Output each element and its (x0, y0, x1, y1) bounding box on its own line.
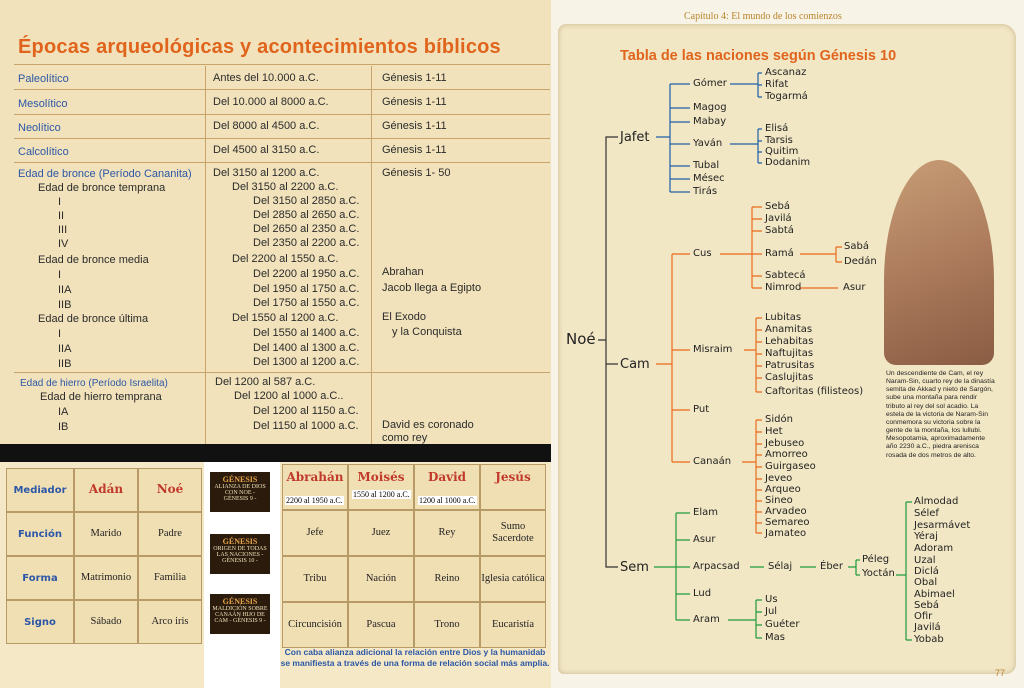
cell: Nación (348, 556, 414, 602)
node: Jeveo (765, 473, 793, 484)
era-ref: Génesis 1-11 (382, 144, 447, 156)
node: Tarsis (765, 135, 793, 146)
era-date: Del 2350 al 2200 a.C. (253, 237, 360, 249)
event: Abrahan (382, 266, 424, 278)
node: Mésec (693, 173, 725, 184)
node: Elisá (765, 123, 789, 134)
era-date: Antes del 10.000 a.C. (213, 72, 319, 84)
node: Obal (914, 577, 938, 588)
node: Aram (693, 614, 720, 625)
node: Abimael (914, 589, 955, 600)
node: Arpacsad (693, 561, 740, 572)
person-jesus: Jesús (480, 464, 546, 510)
cell: Sábado (74, 600, 138, 644)
cell: Tribu (282, 556, 348, 602)
node: Uzal (914, 555, 936, 566)
node: Guéter (765, 619, 800, 630)
era-date: Del 1200 al 1000 a.C.. (234, 390, 344, 402)
era-date: Del 3150 al 2200 a.C. (232, 181, 339, 193)
node: Éber (820, 561, 843, 572)
era-date: Del 3150 al 2850 a.C. (253, 195, 360, 207)
node: Dedán (844, 256, 877, 267)
node: Yoctán (862, 568, 895, 579)
node: Amorreo (765, 449, 808, 460)
era-ref: Génesis 1-11 (382, 72, 447, 84)
node: Ramá (765, 248, 794, 259)
event: y la Conquista (392, 326, 462, 338)
era-date: Del 1200 al 587 a.C. (215, 376, 316, 388)
tree-title: Tabla de las naciones según Génesis 10 (620, 48, 897, 64)
node: Het (765, 426, 783, 437)
person-moises: Moisés (348, 464, 414, 510)
cell: Pascua (348, 602, 414, 648)
era-name: IB (58, 421, 69, 433)
node: Semareo (765, 517, 810, 528)
node: Sélaj (768, 561, 793, 572)
node: Rifat (765, 79, 789, 90)
stele-caption: Un descendiente de Cam, el rey Naram-Sin, cuarto rey de la dinastía semita de Akkad y nieto de Sargón, sube una montaña para rendir tributo al rey del sol acadio. La estela de la victoria de Naram-Sin conmemora su victoria sobre la gente de la montaña, los lullubi. Mesopotamia, aproximadamente año 2230 a.C., piedra arenisca rosada de dos metros de alto. (886, 370, 995, 459)
row-head: Mediador (6, 468, 74, 512)
node: Sebá (765, 201, 790, 212)
era-date: Del 3150 al 1200 a.C. (213, 167, 320, 179)
node: Arqueo (765, 484, 801, 495)
cell: Arco iris (138, 600, 202, 644)
node-jafet: Jafet (620, 130, 650, 145)
node: Sélef (914, 508, 939, 519)
node: Yaván (693, 138, 723, 149)
node: Quitim (765, 146, 799, 157)
era-date: Del 1150 al 1000 a.C. (253, 420, 359, 432)
node: Asur (693, 534, 716, 545)
era-date: Del 2200 al 1950 a.C. (253, 268, 360, 280)
node: Guirgaseo (765, 461, 816, 472)
person-david: David (414, 464, 480, 510)
date-label: 1200 al 1000 a.C. (419, 496, 476, 505)
node: Tirás (693, 186, 718, 197)
cell: Eucaristía (480, 602, 546, 648)
event: como rey (382, 432, 428, 444)
node: Ascanaz (765, 67, 807, 78)
cell: Padre (138, 512, 202, 556)
footnote: Con caba alianza adicional la relación entre Dios y la humanidab se manifiesta a través de una forma de relación social más amplia. (280, 647, 550, 668)
node: Togarmá (765, 91, 808, 102)
node: Sidón (765, 414, 793, 425)
node: Mas (765, 632, 785, 643)
era-date: Del 8000 al 4500 a.C. (213, 120, 320, 132)
node: Jamateo (765, 528, 807, 539)
node: Diclá (914, 566, 939, 577)
node: Sebá (914, 600, 939, 611)
era-name: Edad de bronce media (38, 254, 149, 266)
era-name: Paleolítico (18, 73, 69, 85)
node: Javilá (914, 622, 941, 633)
node: Adoram (914, 543, 954, 554)
node-noe: Noé (566, 330, 596, 348)
row-head: Función (6, 512, 74, 556)
era-date: Del 10.000 al 8000 a.C. (213, 96, 329, 108)
era-name: Calcolítico (18, 146, 69, 158)
node: Jul (765, 606, 778, 617)
era-date: Del 1200 al 1150 a.C. (253, 405, 359, 417)
era-date: Del 2850 al 2650 a.C. (253, 209, 360, 221)
date-label: 1550 al 1200 a.C. (353, 490, 410, 499)
event: El Exodo (382, 311, 427, 323)
node: Caslujitas (765, 372, 814, 383)
node: Tubal (693, 160, 720, 171)
node: Magog (693, 102, 727, 113)
book-cover: GÉNESIS MALDICIÓN SOBRE CANAÁN HIJO DE CAM - GÉNESIS 9 - (210, 594, 270, 634)
era-date: Del 1750 al 1550 a.C. (253, 297, 360, 309)
node: Lud (693, 588, 712, 599)
era-name: III (58, 224, 68, 236)
era-date: Del 1550 al 1200 a.C. (232, 312, 339, 324)
node: Sineo (765, 495, 793, 506)
node: Dodanim (765, 157, 811, 168)
cell: Matrimonio (74, 556, 138, 600)
chapter-header: Capítulo 4: El mundo de los comienzos (684, 11, 842, 22)
era-name: I (58, 269, 62, 281)
era-name: IIB (58, 299, 72, 311)
node: Cus (693, 248, 712, 259)
cell: Circuncisión (282, 602, 348, 648)
person-abrahan: Abrahán (282, 464, 348, 510)
era-date: Del 4500 al 3150 a.C. (213, 144, 320, 156)
cell: Trono (414, 602, 480, 648)
era-name: IV (58, 238, 69, 250)
node-sem: Sem (620, 560, 649, 575)
node: Canaán (693, 456, 732, 467)
book-cover: GÉNESIS ALIANZA DE DIOS CON NOE - GÉNESIS 9 - (210, 472, 270, 512)
node: Caftoritas (filisteos) (765, 386, 864, 397)
node: Asur (843, 282, 866, 293)
era-date: Del 1400 al 1300 a.C. (253, 342, 360, 354)
cell: Jefe (282, 510, 348, 556)
row-head: Signo (6, 600, 74, 644)
era-date: Del 2200 al 1550 a.C. (232, 253, 339, 265)
era-name: Neolítico (18, 122, 61, 134)
era-name: Edad de bronce última (38, 313, 149, 325)
era-name: IIB (58, 358, 72, 370)
node: Us (765, 594, 778, 605)
node: Ofir (914, 611, 933, 622)
era-ref: Génesis 1-11 (382, 120, 447, 132)
node: Sabtecá (765, 270, 806, 281)
era-name: IIA (58, 343, 72, 355)
row-head: Forma (6, 556, 74, 600)
cell: Familia (138, 556, 202, 600)
page-title: Épocas arqueológicas y acontecimientos bíblicos (18, 36, 501, 58)
person-adan: Adán (74, 468, 138, 512)
date-label: 2200 al 1950 a.C. (286, 496, 343, 505)
cell: Sumo Sacerdote (480, 510, 546, 556)
node: Yobab (914, 634, 944, 645)
cell: Iglesia católica (480, 556, 546, 602)
page-number: 77 (995, 668, 1006, 678)
era-name: Edad de bronce temprana (38, 182, 166, 194)
node: Misraim (693, 344, 733, 355)
era-ref: Génesis 1-11 (382, 96, 447, 108)
node: Sabtá (765, 225, 794, 236)
era-name: I (58, 196, 62, 208)
node: Mabay (693, 116, 727, 127)
era-name: IIA (58, 284, 72, 296)
node: Sabá (844, 241, 869, 252)
era-name: IA (58, 406, 69, 418)
node: Patrusitas (765, 360, 815, 371)
era-date: Del 2650 al 2350 a.C. (253, 223, 360, 235)
node: Nimrod (765, 282, 802, 293)
era-ref: Génesis 1- 50 (382, 167, 451, 179)
era-name: Edad de bronce (Período Cananita) (18, 168, 192, 180)
era-date: Del 1950 al 1750 a.C. (253, 283, 360, 295)
node: Naftujitas (765, 348, 814, 359)
cell: Marido (74, 512, 138, 556)
node: Lubitas (765, 312, 802, 323)
node: Javilá (765, 213, 792, 224)
era-date: Del 1550 al 1400 a.C. (253, 327, 360, 339)
era-name: Edad de hierro (Período Israelita) (20, 378, 168, 389)
node: Arvadeo (765, 506, 807, 517)
node: Elam (693, 507, 718, 518)
person-noe: Noé (138, 468, 202, 512)
node: Almodad (914, 496, 959, 507)
node: Anamitas (765, 324, 813, 335)
node: Yéraj (914, 531, 938, 542)
cell: Reino (414, 556, 480, 602)
cell: Rey (414, 510, 480, 556)
node: Lehabitas (765, 336, 814, 347)
era-name: Edad de hierro temprana (40, 391, 162, 403)
node-cam: Cam (620, 357, 650, 372)
book-cover: GÉNESIS ORIGEN DE TODAS LAS NACIONES - GÉNESIS 10 - (210, 534, 270, 574)
event: Jacob llega a Egipto (382, 282, 482, 294)
node: Gómer (693, 78, 727, 89)
node: Jesarmávet (914, 520, 971, 531)
era-name: Mesolítico (18, 98, 68, 110)
node: Put (693, 404, 710, 415)
era-name: II (58, 210, 65, 222)
cell: Juez (348, 510, 414, 556)
era-date: Del 1300 al 1200 a.C. (253, 356, 360, 368)
era-name: I (58, 328, 62, 340)
node: Jebuseo (765, 438, 805, 449)
event: David es coronado (382, 419, 474, 431)
node: Péleg (862, 554, 890, 565)
